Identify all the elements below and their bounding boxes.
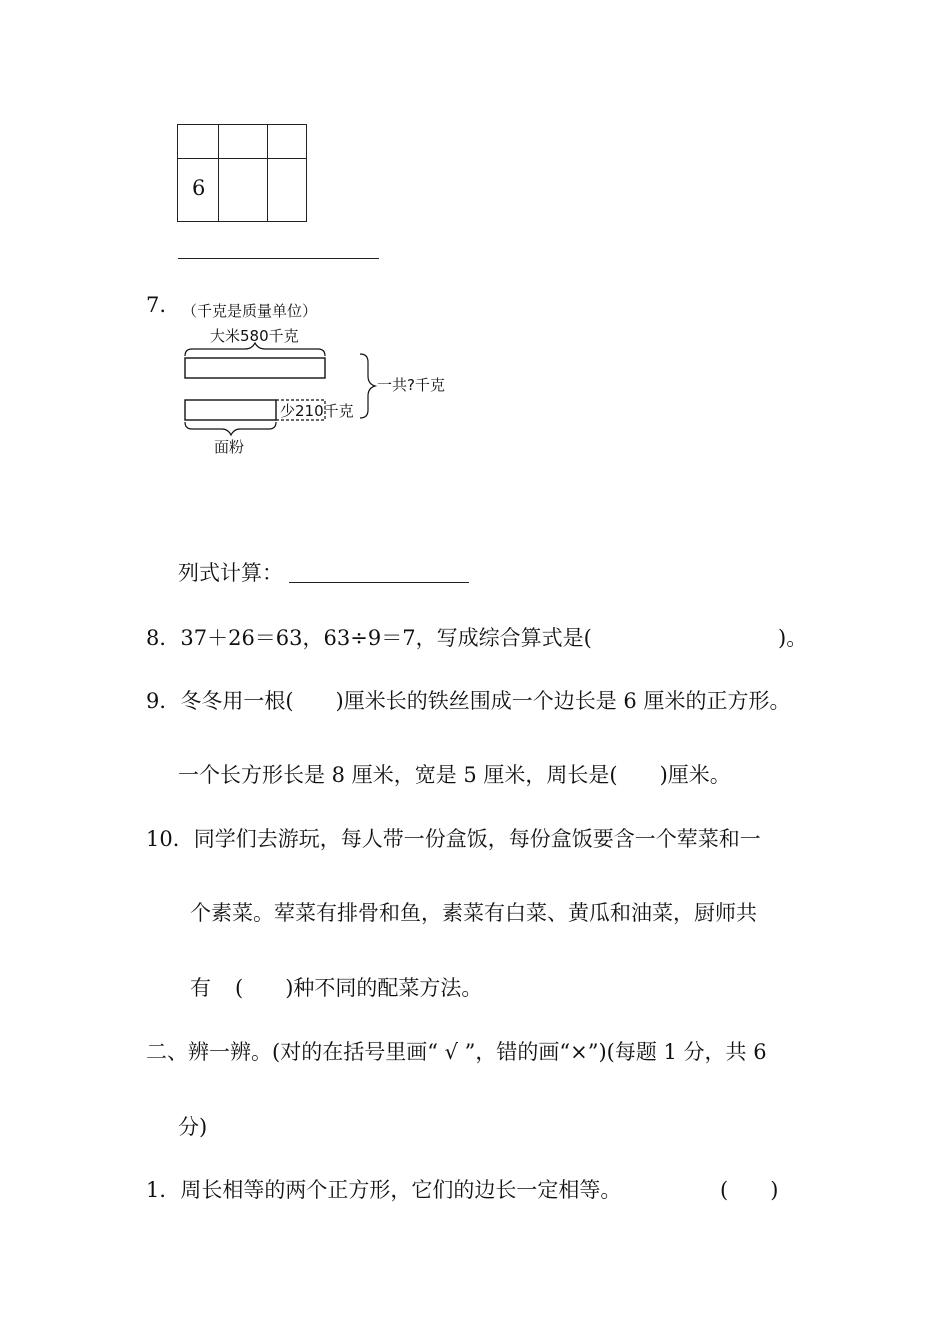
total-brace [360,354,375,418]
question-10-line-3a: 有 [190,976,211,1000]
total-label: 一共?千克 [377,376,445,394]
grid-line [218,125,219,221]
rice-label: 大米580千克 [210,327,299,345]
section-2-heading-cont: 分) [178,1115,208,1139]
answer-blank[interactable] [178,258,379,259]
judgement-1-answer[interactable]: ( ) [720,1178,779,1202]
grid-cell-value: 6 [192,176,206,200]
calc-instruction: 列式计算： [178,561,283,585]
flour-bar [185,400,276,420]
rice-bar [185,358,325,378]
section-2-heading: 二、辨一辨。(对的在括号里画“ √ ”，错的画“×”)(每题 1 分，共 6 [146,1040,767,1064]
question-8: 8．37＋26＝63，63÷9＝7，写成综合算式是( [146,626,592,650]
calc-answer-blank[interactable] [289,582,469,583]
line-segment-diagram [170,296,470,466]
question-10-line-3b: ( )种不同的配菜方法。 [235,976,483,1000]
question-9-line-1: 9．冬冬用一根( )厘米长的铁丝围成一个边长是 6 厘米的正方形。 [146,689,791,713]
number-grid [177,124,307,222]
diagram-note: （千克是质量单位） [182,302,318,320]
judgement-1: 1．周长相等的两个正方形，它们的边长一定相等。 [146,1178,622,1202]
less-label: 少210千克 [280,402,354,420]
question-10-line-2: 个素菜。荤菜有排骨和鱼，素菜有白菜、黄瓜和油菜，厨师共 [190,901,757,925]
question-10-line-1: 10．同学们去游玩，每人带一份盒饭，每份盒饭要含一个荤菜和一 [146,827,761,851]
question-number: 7. [146,293,167,317]
question-8-close: )。 [778,626,808,650]
flour-label: 面粉 [214,438,245,456]
question-9-line-2: 一个长方形长是 8 厘米，宽是 5 厘米，周长是( )厘米。 [178,763,731,787]
flour-brace [185,422,276,435]
grid-line [178,158,306,159]
grid-line [267,125,268,221]
